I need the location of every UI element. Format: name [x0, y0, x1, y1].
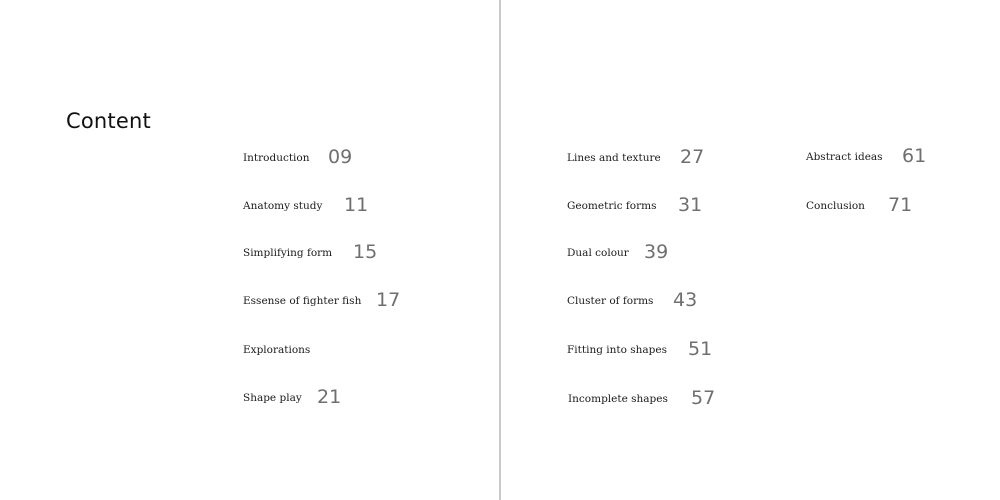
- toc-entry-label: Lines and texture: [567, 152, 661, 164]
- toc-entry-page-number: 71: [888, 194, 913, 216]
- toc-entry-label: Cluster of forms: [567, 295, 654, 307]
- toc-entry-page-number: 57: [691, 387, 716, 409]
- toc-entry-label: Dual colour: [567, 247, 629, 259]
- toc-entry-label: Abstract ideas: [806, 151, 883, 163]
- toc-entry-label: Simplifying form: [243, 247, 333, 259]
- toc-entry-page-number: 61: [902, 145, 927, 167]
- toc-entry-label: Introduction: [243, 152, 310, 164]
- toc-entry-page-number: 11: [344, 194, 369, 216]
- toc-entry-label: Essense of fighter fish: [243, 295, 362, 307]
- toc-entry-label: Anatomy study: [243, 200, 323, 212]
- toc-entry-page-number: 39: [644, 241, 669, 263]
- toc-entry-page-number: 51: [688, 338, 713, 360]
- toc-entry-page-number: 17: [376, 289, 401, 311]
- toc-entry-page-number: 31: [678, 194, 703, 216]
- toc-entry-page-number: 21: [317, 386, 342, 408]
- toc-entry-page-number: 43: [673, 289, 698, 311]
- toc-entry-label: Conclusion: [806, 200, 865, 212]
- right-page: [501, 0, 1000, 500]
- toc-entry-label: Explorations: [243, 344, 311, 356]
- toc-entry-page-number: 09: [328, 146, 353, 168]
- toc-entry-label: Incomplete shapes: [568, 393, 668, 405]
- toc-entry-page-number: 15: [353, 241, 378, 263]
- toc-entry-label: Geometric forms: [567, 200, 657, 212]
- toc-entry-page-number: 27: [680, 146, 705, 168]
- toc-entry-label: Shape play: [243, 392, 302, 404]
- toc-entry-label: Fitting into shapes: [567, 344, 667, 356]
- page-title: Content: [66, 109, 151, 133]
